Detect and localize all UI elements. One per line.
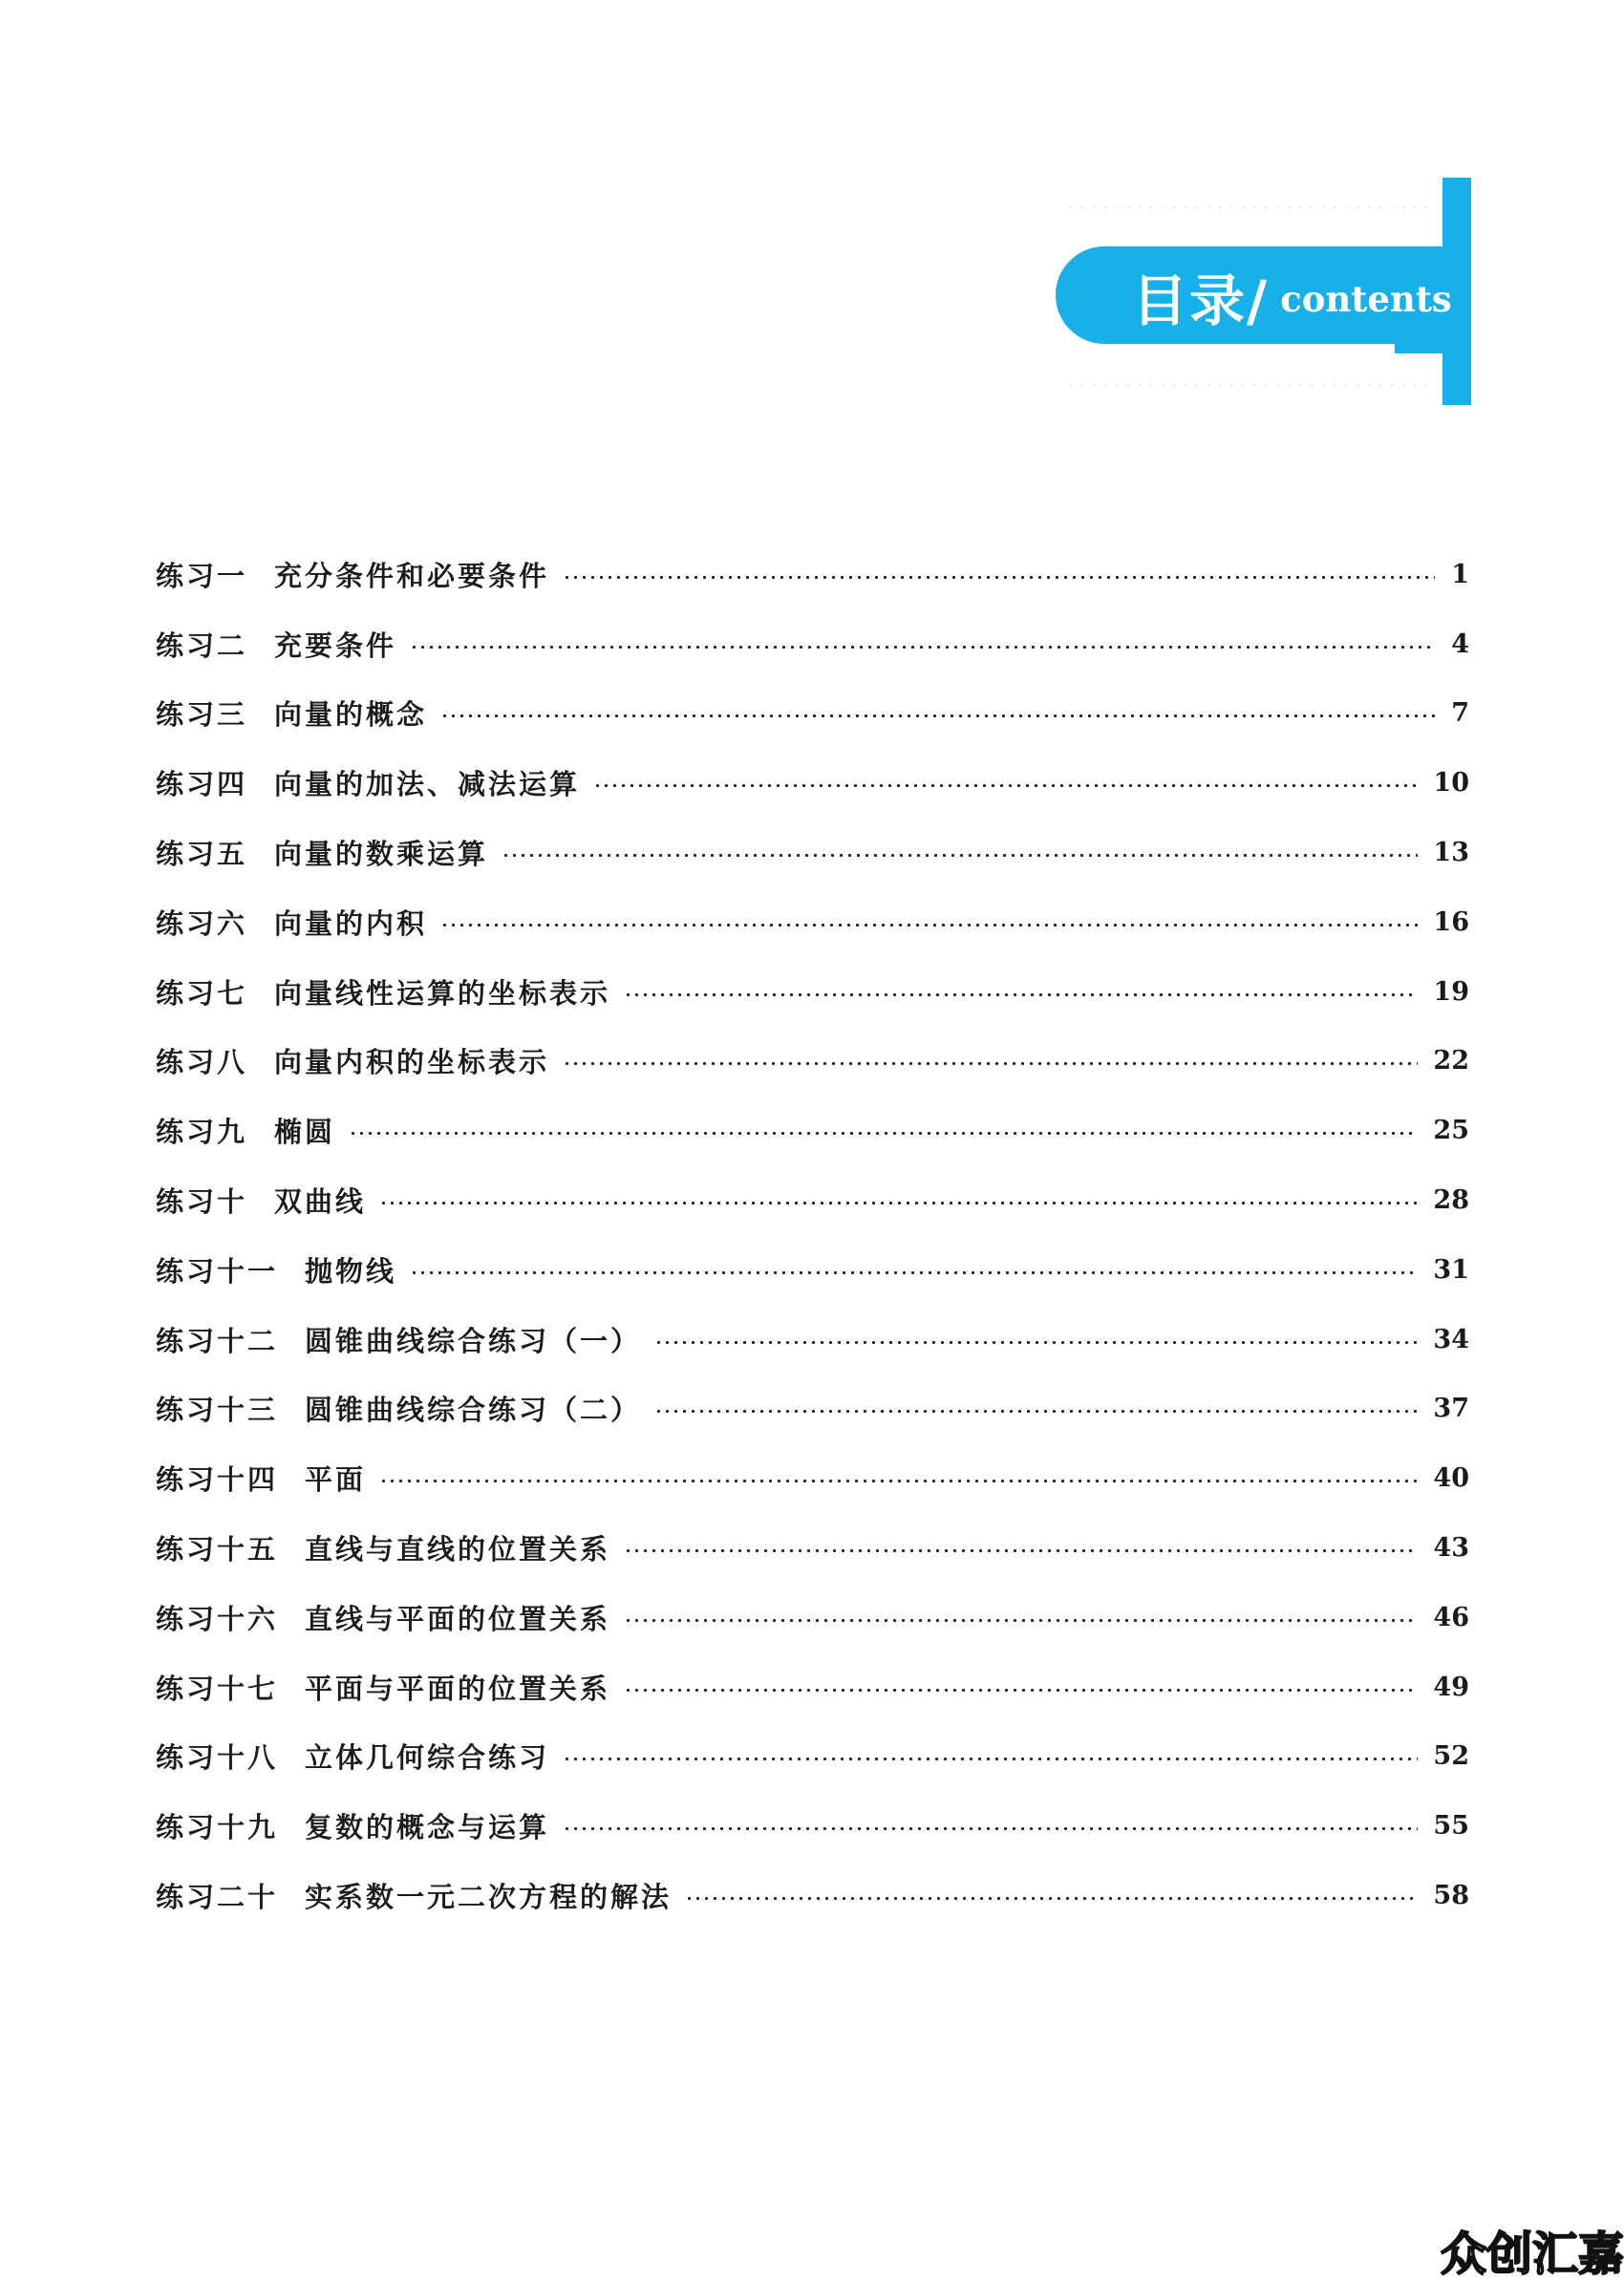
toc-entry-title: 平面与平面的位置关系 [305, 1672, 611, 1705]
toc-entry-page: 49 [1433, 1672, 1469, 1702]
toc-entry-page: 7 [1451, 698, 1469, 729]
toc-entry-page: 25 [1433, 1116, 1469, 1146]
page-title-en: contents [1280, 278, 1452, 320]
toc-entry-number: 练习六 [156, 906, 248, 940]
toc-entry-title: 充要条件 [274, 629, 397, 662]
toc-entry-page: 37 [1433, 1394, 1469, 1424]
toc-entry[interactable] [156, 748, 1469, 818]
toc-entry-title: 实系数一元二次方程的解法 [305, 1881, 673, 1914]
toc-entry-number: 练习一 [156, 559, 248, 592]
toc-entry-title: 复数的概念与运算 [305, 1811, 550, 1844]
toc-entry[interactable] [156, 1513, 1469, 1583]
toc-entry[interactable] [156, 1583, 1469, 1652]
toc-entry-page: 43 [1433, 1533, 1469, 1564]
toc-entry[interactable] [156, 1305, 1469, 1375]
toc-entry-number: 练习七 [156, 976, 248, 1010]
toc-entry-title: 双曲线 [274, 1185, 367, 1219]
toc-entry-page: 4 [1451, 629, 1469, 659]
toc-entry-title: 向量的内积 [274, 906, 428, 940]
toc-entry-number: 练习十六 [156, 1602, 279, 1635]
page-title-cn: 目录/ [1132, 268, 1270, 333]
toc-entry[interactable] [156, 1235, 1469, 1305]
toc-entry[interactable] [156, 1652, 1469, 1722]
toc-dot-leader [624, 1619, 1418, 1622]
toc-entry[interactable] [156, 609, 1469, 679]
toc-entry-number: 练习十一 [156, 1254, 279, 1288]
toc-entry[interactable] [156, 1165, 1469, 1235]
toc-entry[interactable] [156, 1027, 1469, 1097]
toc-entry-title: 向量的数乘运算 [274, 838, 489, 871]
toc-entry-page: 22 [1433, 1046, 1469, 1077]
toc-entry-title: 向量线性运算的坐标表示 [274, 976, 611, 1010]
toc-entry-page: 46 [1433, 1602, 1469, 1632]
table-of-contents [156, 540, 1469, 1930]
toc-entry-title: 直线与直线的位置关系 [305, 1533, 611, 1567]
toc-entry-page: 34 [1433, 1324, 1469, 1354]
toc-dot-leader [624, 1689, 1418, 1692]
banner-dots-top [1065, 204, 1428, 210]
toc-entry[interactable] [156, 1096, 1469, 1165]
toc-entry-title: 圆锥曲线综合练习（二） [305, 1394, 642, 1427]
toc-entry-title: 平面 [305, 1463, 367, 1497]
toc-dot-leader [410, 646, 1435, 649]
toc-entry-page: 13 [1433, 838, 1469, 868]
toc-entry-number: 练习四 [156, 768, 248, 801]
toc-dot-leader [440, 924, 1418, 927]
toc-dot-leader [379, 1202, 1418, 1204]
toc-entry-page: 10 [1433, 768, 1469, 799]
toc-entry-title: 直线与平面的位置关系 [305, 1602, 611, 1635]
toc-entry-page: 58 [1433, 1881, 1469, 1911]
toc-entry[interactable] [156, 540, 1469, 609]
toc-entry[interactable] [156, 1375, 1469, 1444]
toc-entry-number: 练习十 [156, 1185, 248, 1219]
toc-entry-page: 28 [1433, 1185, 1469, 1216]
banner-dots-bottom [1065, 382, 1428, 388]
toc-dot-leader [624, 1549, 1418, 1552]
toc-dot-leader [563, 1062, 1418, 1065]
toc-dot-leader [654, 1341, 1418, 1344]
toc-dot-leader [654, 1410, 1418, 1413]
toc-entry-title: 向量的概念 [274, 698, 428, 732]
toc-dot-leader [563, 1827, 1418, 1830]
toc-entry-number: 练习十二 [156, 1324, 279, 1357]
banner-notch [1395, 334, 1442, 353]
toc-entry-number: 练习十八 [156, 1741, 279, 1775]
toc-entry-number: 练习二十 [156, 1881, 279, 1914]
toc-dot-leader [349, 1132, 1418, 1135]
toc-entry-number: 练习十五 [156, 1533, 279, 1567]
toc-entry-number: 练习十三 [156, 1394, 279, 1427]
toc-entry-title: 向量内积的坐标表示 [274, 1046, 550, 1079]
toc-entry[interactable] [156, 1722, 1469, 1792]
toc-entry-number: 练习十九 [156, 1811, 279, 1844]
toc-entry-page: 31 [1433, 1254, 1469, 1285]
toc-entry-title: 立体几何综合练习 [305, 1741, 550, 1775]
toc-entry-number: 练习三 [156, 698, 248, 732]
toc-entry[interactable] [156, 957, 1469, 1027]
toc-entry-page: 1 [1451, 559, 1469, 589]
toc-entry-number: 练习二 [156, 629, 248, 662]
toc-entry-number: 练习十七 [156, 1672, 279, 1705]
toc-dot-leader [379, 1480, 1418, 1482]
watermark: 众创汇嘉 [1440, 2228, 1624, 2281]
toc-entry-title: 抛物线 [305, 1254, 397, 1288]
toc-entry[interactable] [156, 1861, 1469, 1930]
toc-dot-leader [502, 854, 1418, 857]
toc-entry[interactable] [156, 1443, 1469, 1513]
toc-entry[interactable] [156, 1791, 1469, 1861]
toc-entry-title: 圆锥曲线综合练习（一） [305, 1324, 642, 1357]
toc-dot-leader [440, 714, 1435, 717]
page-title [1132, 256, 1452, 336]
toc-entry-number: 练习五 [156, 838, 248, 871]
toc-entry-title: 向量的加法、减法运算 [274, 768, 581, 801]
toc-dot-leader [593, 784, 1418, 787]
toc-entry-page: 55 [1433, 1811, 1469, 1842]
toc-dot-leader [685, 1897, 1418, 1900]
toc-entry-page: 19 [1433, 976, 1469, 1007]
toc-entry-page: 52 [1433, 1741, 1469, 1772]
toc-entry[interactable] [156, 887, 1469, 957]
toc-entry[interactable] [156, 818, 1469, 887]
toc-entry-number: 练习九 [156, 1116, 248, 1149]
toc-dot-leader [563, 576, 1435, 579]
toc-dot-leader [563, 1758, 1418, 1760]
toc-entry-title: 充分条件和必要条件 [274, 559, 550, 592]
toc-entry-number: 练习八 [156, 1046, 248, 1079]
toc-entry-page: 16 [1433, 906, 1469, 937]
toc-entry-title: 椭圆 [274, 1116, 336, 1149]
toc-dot-leader [410, 1271, 1418, 1274]
toc-entry[interactable] [156, 679, 1469, 749]
toc-entry-page: 40 [1433, 1463, 1469, 1494]
toc-dot-leader [624, 993, 1418, 996]
toc-entry-number: 练习十四 [156, 1463, 279, 1497]
